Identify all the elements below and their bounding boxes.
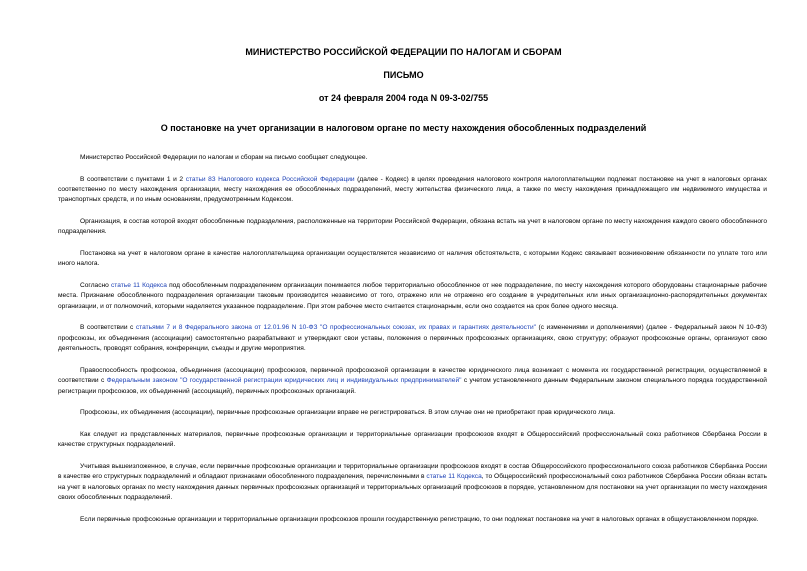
- paragraph-6: [58, 323, 767, 354]
- paragraph-11: [58, 515, 767, 525]
- paragraph-text: (с изменениями и дополнениями) (далее - Федеральный закон N 10-ФЗ) профсоюзы, их объединения (ассоциации) самостоятельно разрабатывают и утверждают свои уставы, положения о первичных профсоюзных организациях, свою структуру; образуют профсоюзные органы, организуют свою деятельность, проводят собрания, конференции, съезды и другие мероприятия.: [58, 324, 767, 353]
- paragraph-text: , то Общероссийский профессиональный союз работников Сбербанка России обязан встать на учет в налоговых органах по месту нахождения данных первичных профсоюзных организаций и территориальных организаций профсоюзов в порядке, установленном для постановки на учет организации по месту нахождения своих обособленных подразделений.: [58, 473, 767, 502]
- document-date-number: от 24 февраля 2004 года N 09-3-02/755: [318, 93, 489, 103]
- paragraph-text: В соответствии с пунктами 1 и 2: [80, 175, 186, 183]
- paragraph-text: (далее - Кодекс) в целях проведения налогового контроля налогоплательщики подлежат постановке на учет в налоговых органах соответственно по месту нахождения организации, месту нахождения ее обособленных подразделений, месту жительства физического лица, а также по месту нахождения принадлежащего им недвижимого имущества и транспортных средств, и по иным основаниям, предусмотренным Кодексом.: [58, 175, 767, 204]
- paragraph-text: под обособленным подразделением организации понимается любое территориально обособленное от нее подразделение, по месту нахождения которого оборудованы стационарные рабочие места. Признание обособленного подразделения организации таковым производится независимо от того, отражено или не отражено его создание в учредительных или иных организационно-распорядительных документах организации, и от полномочий, которыми наделяется указанное подразделение. При этом рабочее место считается стационарным, если оно создается на срок более одного месяца.: [58, 282, 767, 310]
- paragraph-text: Правоспособность профсоюза, объединения (ассоциации) профсоюзов, первичной профсоюзной организации в качестве юридического лица возникает с момента их государственной регистрации, осуществляемой в соответствии с: [58, 366, 767, 385]
- paragraph-2: [58, 175, 767, 206]
- link-federal-law-10-fz[interactable]: статьями 7 и 8 Федерального закона от 12.01.96 N 10-ФЗ "О профессиональных союзах, их правах и гарантиях деятельности": [135, 324, 536, 332]
- paragraph-text: Как следует из представленных материалов, первичные профсоюзные организации и территориальные организации профсоюзов входят в Общероссийский профессиональный союз работников Сбербанка России в качестве структурных подразделений.: [58, 430, 767, 449]
- link-article-11-code[interactable]: статье 11 Кодекса: [111, 282, 167, 289]
- paragraph-5: [58, 281, 767, 312]
- paragraph-text: с учетом установленного данным Федеральным законом специального порядка государственной регистрации профсоюзов, их объединений (ассоциаций), первичных профсоюзных организаций.: [58, 377, 767, 395]
- paragraph-text: Если первичные профсоюзные организации и территориальные организации профсоюзов прошли государственную регистрацию, то они подлежат постановке на учет в налоговых органах в общеустановленном порядке.: [80, 515, 759, 523]
- ministry-title: МИНИСТЕРСТВО РОССИЙСКОЙ ФЕДЕРАЦИИ ПО НАЛОГАМ И СБОРАМ: [245, 47, 562, 57]
- link-article-11-code-2[interactable]: статье 11 Кодекса: [426, 473, 482, 481]
- document-type: ПИСЬМО: [383, 70, 424, 80]
- paragraph-text: Организация, в состав которой входят обособленные подразделения, расположенные на территории Российской Федерации, обязана встать на учет в налоговом органе по месту нахождения каждого своего обособленного подразделения.: [58, 218, 767, 236]
- link-article-83-tax-code[interactable]: статьи 83 Налогового кодекса Российской Федерации: [185, 175, 355, 183]
- paragraph-text: Постановка на учет в налоговом органе в качестве налогоплательщика организации осуществляется независимо от наличия обстоятельств, с которыми Кодекс связывает возникновение обязанности по уплате того или иного налога.: [58, 250, 767, 268]
- paragraph-10: [58, 462, 767, 504]
- paragraph-text: Профсоюзы, их объединения (ассоциации), первичные профсоюзные организации вправе не регистрироваться. В этом случае они не приобретают прав юридического лица.: [80, 409, 616, 417]
- paragraph-text: Учитывая вышеизложенное, в случае, если первичные профсоюзные организации и территориальные организации профсоюзов входят в состав Общероссийского профессионального союза работников Сбербанка России в качестве его структурных подразделений и обладают признаками обособленного подразделения, перечисленными в: [58, 462, 767, 481]
- paragraph-1: [58, 153, 767, 163]
- link-federal-law-registration[interactable]: Федеральным законом "О государственной регистрации юридических лиц и индивидуальных предпринимателей": [106, 377, 462, 385]
- paragraph-9: [58, 430, 767, 451]
- document-subject: О постановке на учет организации в налоговом органе по месту нахождения обособленных подразделений: [160, 123, 647, 133]
- paragraph-8: [58, 408, 767, 418]
- paragraph-3: [58, 217, 767, 238]
- paragraph-text: В соответствии с: [80, 324, 136, 332]
- paragraph-4: [58, 249, 767, 270]
- paragraph-text: Согласно: [80, 282, 111, 289]
- paragraph-7: [58, 366, 767, 397]
- document-body: [58, 153, 767, 536]
- paragraph-text: Министерство Российской Федерации по налогам и сборам на письмо сообщает следующее.: [80, 154, 368, 161]
